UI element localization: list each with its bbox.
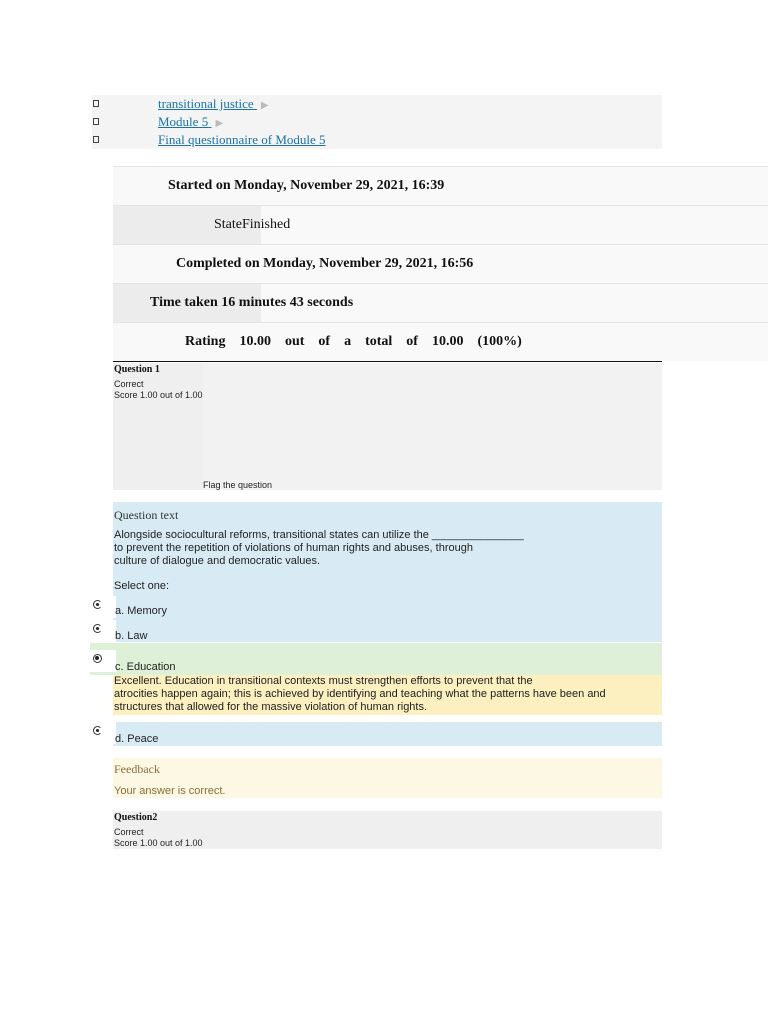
correct-answer-highlight bbox=[90, 643, 662, 675]
question2-info bbox=[113, 811, 662, 849]
arrow-right-icon: ▶ bbox=[215, 118, 224, 129]
state-value: StateFinished bbox=[214, 217, 291, 232]
rating: Rating 10.00 out of a total of 10.00 (100%) bbox=[185, 334, 522, 349]
question2-score: Score 1.00 out of 1.00 bbox=[114, 838, 203, 848]
option-b-label: b. Law bbox=[115, 630, 148, 642]
feedback-message: Your answer is correct. bbox=[114, 785, 226, 797]
breadcrumb-link-quiz[interactable]: Final questionnaire of Module 5 bbox=[158, 132, 326, 147]
time-taken: Time taken 16 minutes 43 seconds bbox=[150, 295, 354, 310]
question-text: Alongside sociocultural reforms, transitional states can utilize the _______________ to prevent the repetition of violations of human rights and abuses, through culture of dialogue and democratic values. bbox=[114, 529, 524, 567]
breadcrumb-item bbox=[92, 131, 662, 149]
question-text-label: Question text bbox=[114, 508, 179, 522]
radio-option-d[interactable] bbox=[90, 722, 116, 744]
breadcrumb bbox=[92, 95, 662, 149]
option-a-label: a. Memory bbox=[115, 605, 167, 617]
summary-row-time bbox=[113, 283, 768, 322]
question-info bbox=[113, 363, 662, 490]
summary-row-completed bbox=[113, 244, 768, 283]
attempt-summary bbox=[113, 166, 768, 361]
summary-row-state bbox=[113, 205, 768, 244]
summary-row-started bbox=[113, 166, 768, 205]
option-c-label: c. Education bbox=[115, 661, 176, 673]
completed-on: Completed on Monday, November 29, 2021, 16:56 bbox=[176, 256, 474, 271]
question2-state: Correct bbox=[114, 827, 144, 837]
general-feedback bbox=[113, 758, 662, 798]
radio-option-a[interactable] bbox=[90, 596, 116, 618]
bullet-icon bbox=[93, 100, 99, 107]
radio-option-c[interactable] bbox=[90, 650, 116, 672]
arrow-right-icon: ▶ bbox=[260, 100, 269, 111]
select-one-label: Select one: bbox=[114, 580, 170, 592]
option-d-row bbox=[113, 722, 662, 746]
summary-row-rating bbox=[113, 322, 768, 361]
radio-option-b[interactable] bbox=[90, 620, 116, 642]
specific-feedback: Excellent. Education in transitional contexts must strengthen efforts to prevent that the atrocities happen again; this is achieved by identifying and teaching what the patterns have been and structures that allowed for the massive violation of human rights. bbox=[113, 675, 662, 715]
breadcrumb-link-course[interactable]: transitional justice ▶ bbox=[158, 95, 269, 115]
option-d-label: d. Peace bbox=[115, 733, 159, 745]
divider bbox=[113, 361, 662, 362]
question-score: Score 1.00 out of 1.00 bbox=[114, 390, 203, 400]
breadcrumb-item bbox=[92, 113, 662, 131]
question-content bbox=[113, 502, 662, 642]
question-state: Correct bbox=[114, 379, 144, 389]
started-on: Started on Monday, November 29, 2021, 16:39 bbox=[168, 178, 445, 193]
breadcrumb-item bbox=[92, 95, 662, 113]
flag-question-link[interactable]: Flag the question bbox=[203, 480, 273, 490]
question2-number: Question2 bbox=[114, 812, 158, 823]
breadcrumb-link-module[interactable]: Module 5 ▶ bbox=[158, 113, 223, 133]
feedback-label: Feedback bbox=[114, 762, 160, 776]
bullet-icon bbox=[93, 136, 99, 143]
bullet-icon bbox=[93, 118, 99, 125]
question-number: Question 1 bbox=[114, 364, 160, 375]
